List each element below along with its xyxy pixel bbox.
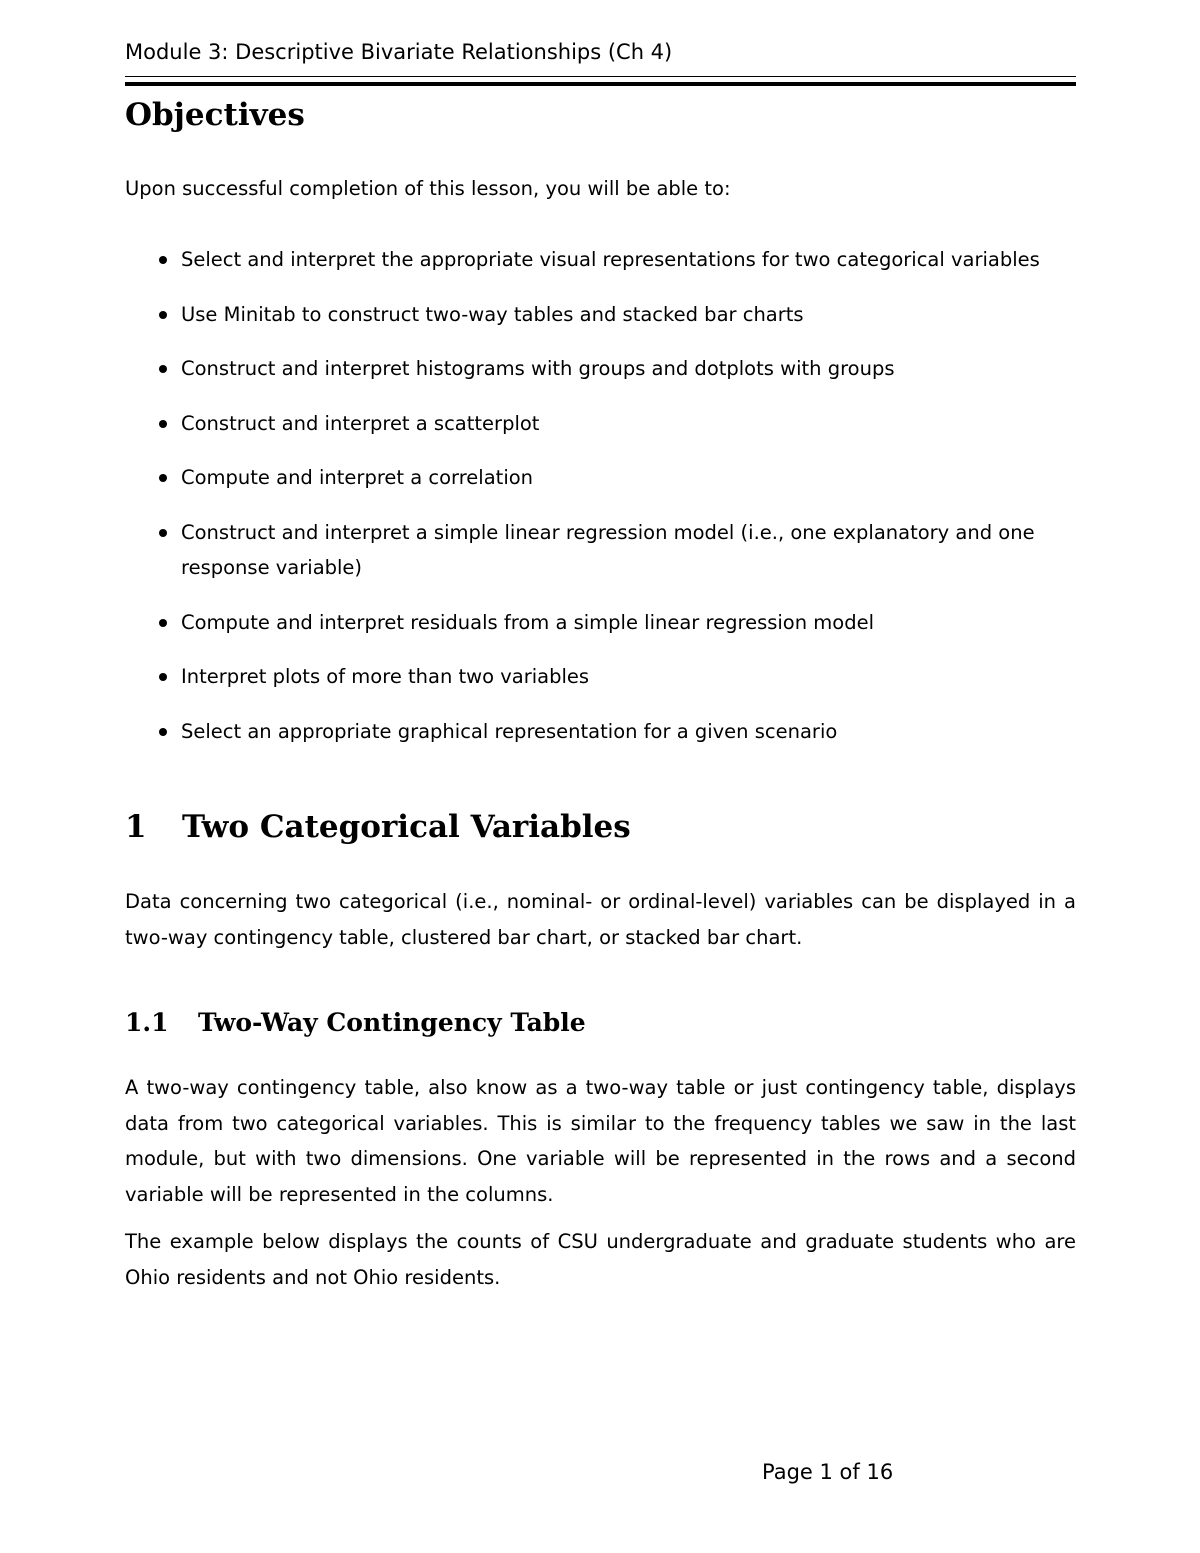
header-rule-thick — [125, 82, 1076, 86]
bullet-icon — [159, 619, 167, 627]
list-item-text: Construct and interpret histograms with groups and dotplots with groups — [181, 357, 895, 380]
running-header: Module 3: Descriptive Bivariate Relationships (Ch 4) — [125, 40, 673, 64]
bullet-icon — [159, 529, 167, 537]
objectives-heading: Objectives — [125, 97, 305, 133]
section-title: Two Categorical Variables — [182, 809, 631, 845]
list-item-text: Construct and interpret a simple linear regression model (i.e., one explanatory and one response variable) — [181, 520, 1035, 579]
subsection-number: 1.1 — [125, 1008, 169, 1037]
list-item-text: Interpret plots of more than two variables — [181, 665, 590, 688]
list-item-text: Compute and interpret a correlation — [181, 466, 534, 489]
list-item — [125, 297, 1076, 333]
list-item-text: Compute and interpret residuals from a simple linear regression model — [181, 610, 875, 634]
subsection-paragraph-2: The example below displays the counts of CSU undergraduate and graduate students who are Ohio residents and not Ohio residents. — [125, 1230, 1076, 1289]
list-item — [125, 714, 1076, 750]
objectives-list — [125, 242, 1076, 768]
list-item — [125, 659, 1076, 695]
list-item — [125, 242, 1076, 278]
bullet-icon — [159, 256, 167, 264]
bullet-icon — [159, 474, 167, 482]
objectives-intro: Upon successful completion of this lesson, you will be able to: — [125, 177, 731, 200]
header-rule-thin — [125, 76, 1076, 77]
list-item-text: Construct and interpret a scatterplot — [181, 411, 540, 435]
bullet-icon — [159, 365, 167, 373]
list-item-text: Select and interpret the appropriate visual representations for two categorical variables — [181, 248, 1040, 271]
list-item — [125, 605, 1076, 641]
list-item-text: Select an appropriate graphical representation for a given scenario — [181, 719, 838, 743]
bullet-icon — [159, 728, 167, 736]
list-item — [125, 460, 1076, 496]
subsection-paragraph-1: A two-way contingency table, also know as a two-way table or just contingency table, displays data from two categorical variables. This is similar to the frequency tables we saw in the last module, but with two dimensions. One variable will be represented in the rows and a second variable will be represented in the columns. — [125, 1076, 1076, 1206]
bullet-icon — [159, 420, 167, 428]
bullet-icon — [159, 673, 167, 681]
section-heading — [125, 805, 631, 849]
bullet-icon — [159, 311, 167, 319]
page-number: Page 1 of 16 — [762, 1460, 894, 1484]
subsection-title: Two-Way Contingency Table — [198, 1008, 586, 1037]
section-number: 1 — [125, 809, 147, 845]
list-item-text: Use Minitab to construct two-way tables and stacked bar charts — [181, 302, 804, 326]
list-item — [125, 406, 1076, 442]
subsection-heading — [125, 1005, 586, 1041]
list-item — [125, 351, 1076, 387]
list-item — [125, 515, 1076, 586]
section-paragraph: Data concerning two categorical (i.e., nominal- or ordinal-level) variables can be displayed in a two-way contingency table, clustered bar chart, or stacked bar chart. — [125, 890, 1076, 949]
